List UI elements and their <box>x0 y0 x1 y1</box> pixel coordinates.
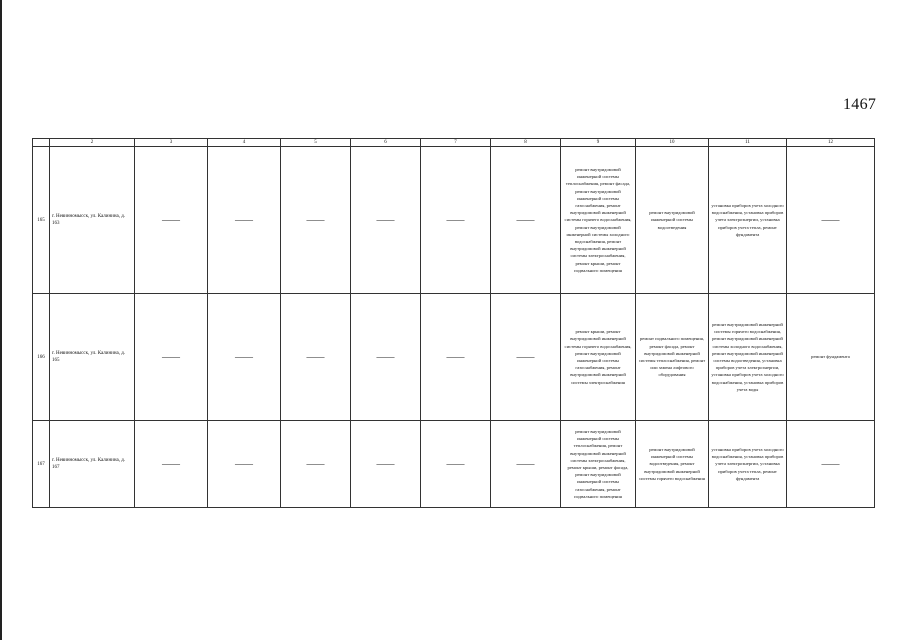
empty-cell-dash: —— <box>421 421 491 508</box>
empty-cell-dash: —— <box>491 421 561 508</box>
row-address: г. Невинномысск, ул. Калинина, д. 163 <box>50 147 135 294</box>
table-row <box>33 294 875 421</box>
column-header: 4 <box>208 139 281 147</box>
repair-works-col12: ремонт фундамента <box>787 294 875 421</box>
column-header: 5 <box>281 139 351 147</box>
empty-cell-dash: —— <box>281 421 351 508</box>
column-header <box>33 139 50 147</box>
repair-works-col11: установка приборов учета холодного водоснабжения, установка приборов учета электроэнергии, установка приборов учета тепла, ремонт фундамента <box>709 421 787 508</box>
row-number: 165 <box>33 147 50 294</box>
column-header: 6 <box>351 139 421 147</box>
column-header: 3 <box>135 139 208 147</box>
empty-cell-dash: —— <box>135 421 208 508</box>
column-header: 2 <box>50 139 135 147</box>
repair-works-col9: ремонт внутридомовой инженерной системы теплоснабжения, ремонт фасада, ремонт внутридомовой инженерной системы газоснабжения, ремонт внутридомовой инженерной системы горячего водоснабжения, ремонт внутридомовой инженерной системы холодного водоснабжения, ремонт внутридомовой инженерной системы электроснабжения, ремонт крыши, ремонт подвального помещения <box>561 147 636 294</box>
empty-cell-dash: —— <box>351 147 421 294</box>
empty-cell-dash: —— <box>787 421 875 508</box>
repair-works-col9: ремонт крыши, ремонт внутридомовой инженерной системы горячего водоснабжения, ремонт внутридомовой инженерной системы газоснабжения, ремонт внутридомовой инженерной системы электроснабжения <box>561 294 636 421</box>
row-number: 166 <box>33 294 50 421</box>
empty-cell-dash: —— <box>281 294 351 421</box>
page-number: 1467 <box>843 96 877 113</box>
repair-works-col10: ремонт подвального помещения, ремонт фасада, ремонт внутридомовой инженерной системы теплоснабжения, ремонт или замена лифтового оборудования <box>636 294 709 421</box>
column-header: 12 <box>787 139 875 147</box>
empty-cell-dash: —— <box>421 147 491 294</box>
repair-works-col10: ремонт внутридомовой инженерной системы водоотведения, ремонт внутридомовой инженерной системы горячего водоснабжения <box>636 421 709 508</box>
row-address: г. Невинномысск, ул. Калинина, д. 165 <box>50 294 135 421</box>
empty-cell-dash: —— <box>208 421 281 508</box>
empty-cell-dash: —— <box>135 147 208 294</box>
empty-cell-dash: —— <box>281 147 351 294</box>
column-header: 11 <box>709 139 787 147</box>
empty-cell-dash: —— <box>208 147 281 294</box>
empty-cell-dash: —— <box>351 294 421 421</box>
table-row <box>33 147 875 294</box>
empty-cell-dash: —— <box>208 294 281 421</box>
empty-cell-dash: —— <box>787 147 875 294</box>
repair-works-col11: ремонт внутридомовой инженерной системы горячего водоснабжения, ремонт внутридомовой инженерной системы холодного водоснабжения, ремонт внутридомовой инженерной системы водоотведения, установка приборов учета электроэнергии, установка приборов учета холодного водоснабжения, установка приборов учета воды <box>709 294 787 421</box>
empty-cell-dash: —— <box>421 294 491 421</box>
column-header: 9 <box>561 139 636 147</box>
row-number: 167 <box>33 421 50 508</box>
table-row <box>33 421 875 508</box>
repair-program-table <box>32 138 875 508</box>
row-address: г. Невинномысск, ул. Калинина, д. 167 <box>50 421 135 508</box>
empty-cell-dash: —— <box>351 421 421 508</box>
repair-works-col10: ремонт внутридомовой инженерной системы водоотведения <box>636 147 709 294</box>
column-number-row <box>33 139 875 147</box>
empty-cell-dash: —— <box>491 147 561 294</box>
repair-works-col9: ремонт внутридомовой инженерной системы теплоснабжения, ремонт внутридомовой инженерной системы электроснабжения, ремонт крыши, ремонт фасада, ремонт внутридомовой инженерной системы газоснабжения, ремонт подвального помещения <box>561 421 636 508</box>
column-header: 7 <box>421 139 491 147</box>
column-header: 10 <box>636 139 709 147</box>
column-header: 8 <box>491 139 561 147</box>
page-left-marks <box>0 535 3 640</box>
repair-works-col11: установка приборов учета холодного водоснабжения, установка приборов учета электроэнергии, установка приборов учета тепла, ремонт фундамента <box>709 147 787 294</box>
empty-cell-dash: —— <box>135 294 208 421</box>
empty-cell-dash: —— <box>491 294 561 421</box>
